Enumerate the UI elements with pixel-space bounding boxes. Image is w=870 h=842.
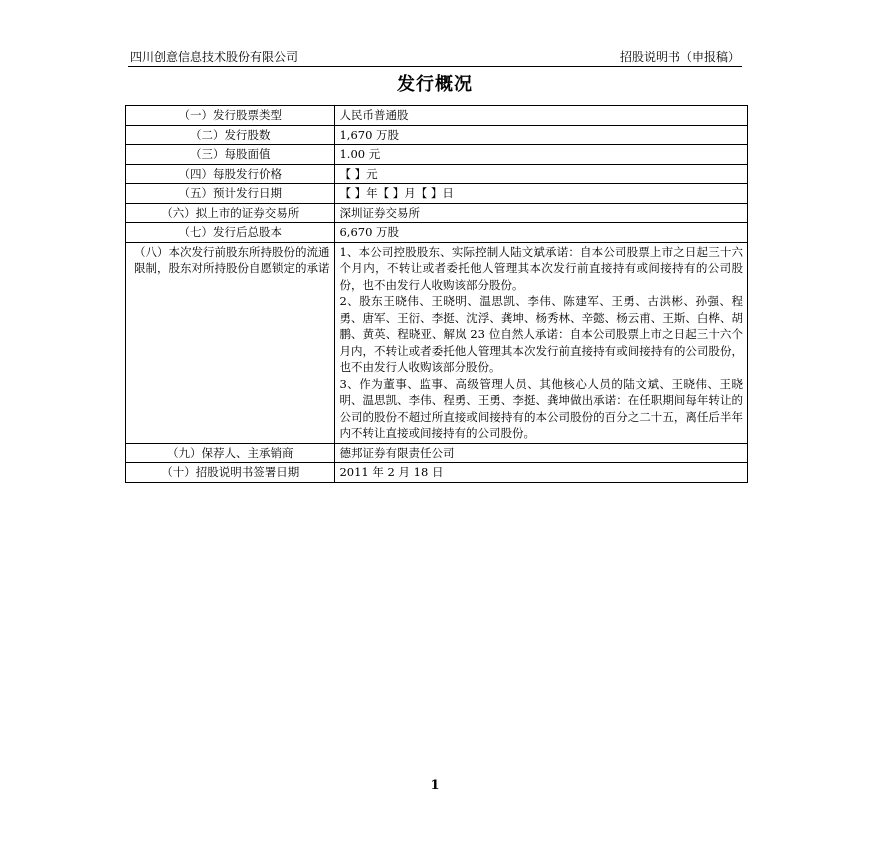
table-row [126,184,748,204]
row-label: （五）预计发行日期 [126,184,335,204]
header-doc-type: 招股说明书（申报稿） [619,50,740,64]
row-label: （十）招股说明书签署日期 [126,463,335,483]
table-row [126,106,748,126]
row-label: （二）发行股数 [126,125,335,145]
page-header [128,46,742,67]
lockup-label: （八）本次发行前股东所持股份的流通限制，股东对所持股份自愿锁定的承诺 [126,242,335,443]
table-row [126,463,748,483]
table-row-lockup [126,242,748,443]
row-value: 【 】年【 】月【 】日 [335,184,748,204]
lockup-paragraph-2: 2、股东王晓伟、王晓明、温思凯、李伟、陈建军、王勇、古洪彬、孙强、程勇、唐军、王衍、李挺、沈浮、龚坤、杨秀林、辛懿、杨云甫、王斯、白桦、胡鹏、黄英、程晓亚、解岚 23 位自然人承诺：自本公司股票上市之日起三十六个月内，不转让或者委托他人管理其本次发行前直接持有或间接持有的公司股份，也不由发行人收购该部分股份。 [339,294,743,374]
table-row [126,203,748,223]
table-row [126,145,748,165]
row-value: 深圳证券交易所 [335,203,748,223]
table-row [126,125,748,145]
offering-overview-table [125,105,748,483]
row-value: 6,670 万股 [335,223,748,243]
page-title: 发行概况 [397,74,473,95]
row-value: 【 】元 [335,164,748,184]
row-value: 人民币普通股 [335,106,748,126]
row-value: 1.00 元 [335,145,748,165]
lockup-paragraph-3: 3、作为董事、监事、高级管理人员、其他核心人员的陆文斌、王晓伟、王晓明、温思凯、李伟、程勇、王勇、李挺、龚坤做出承诺：在任职期间每年转让的公司的股份不超过所直接或间接持有的本公司股份的百分之二十五，离任后半年内不转让直接或间接持有的公司股份。 [339,376,743,440]
header-company: 四川创意信息技术股份有限公司 [130,50,299,64]
row-label: （九）保荐人、主承销商 [126,443,335,463]
table-row [126,223,748,243]
table-row [126,443,748,463]
page-number: 1 [430,778,440,793]
row-label: （四）每股发行价格 [126,164,335,184]
table-row [126,164,748,184]
row-value: 2011 年 2 月 18 日 [335,463,748,483]
row-label: （六）拟上市的证券交易所 [126,203,335,223]
lockup-value [335,242,748,443]
row-label: （一）发行股票类型 [126,106,335,126]
lockup-paragraph-1: 1、本公司控股股东、实际控制人陆文斌承诺：自本公司股票上市之日起三十六个月内，不转让或者委托他人管理其本次发行前直接持有或间接持有的公司股份，也不由发行人收购该部分股份。 [339,244,743,292]
row-label: （七）发行后总股本 [126,223,335,243]
row-label: （三）每股面值 [126,145,335,165]
row-value: 1,670 万股 [335,125,748,145]
row-value: 德邦证券有限责任公司 [335,443,748,463]
